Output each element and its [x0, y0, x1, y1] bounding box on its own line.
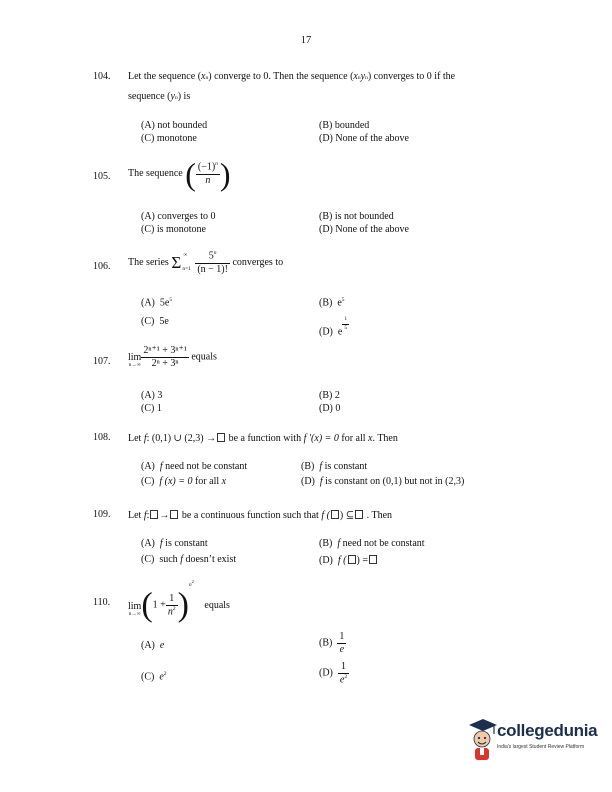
question-number: 104.	[93, 71, 111, 82]
question-number: 109.	[93, 509, 111, 520]
real-numbers-symbol	[217, 433, 225, 442]
option-d: (D) $\frac{1}{e^2}$	[319, 661, 348, 686]
option-a: (A) e	[141, 640, 165, 651]
question-stem: The series Σ ∞ n=1 $\frac{5^n}{(n - 1)!}$ converges to	[128, 250, 284, 275]
option-a: (A) f is constant	[141, 538, 208, 549]
option-c: (C) $e^2$	[141, 671, 167, 683]
option-a: (A) $5e^5$	[141, 297, 173, 309]
option-b: (B) $\frac{1}{e}$	[319, 631, 345, 655]
real-numbers-symbol	[331, 510, 339, 519]
option-a: (A) converges to 0	[141, 211, 216, 222]
option-b: (B) f is constant	[301, 461, 368, 472]
option-d: (D) f is constant on (0,1) but not in (2,3)	[301, 476, 465, 487]
option-d: (D) 0	[319, 403, 341, 414]
option-c: (C) f (x) = 0 for all x	[141, 476, 227, 487]
option-c: (C) such f doesn’t exist	[141, 554, 237, 565]
sequence-fraction: $\frac{(-1)^n}{n}$	[197, 161, 218, 186]
graduation-cap-mascot-icon	[466, 716, 498, 762]
brand-tagline: India's largest Student Review Platform	[497, 744, 585, 750]
option-c: (C) monotone	[141, 133, 197, 144]
option-c: (C) 5e	[141, 316, 169, 327]
option-a: (A) not bounded	[141, 120, 208, 131]
question-stem: lim n→∞ (1 + $\frac{1}{n^2}$ )$^{n^2}$ equals	[128, 579, 230, 624]
limit-operator: lim n→∞	[128, 600, 142, 617]
real-numbers-symbol	[369, 555, 377, 564]
real-numbers-symbol	[348, 555, 356, 564]
option-a: (A) f need not be constant	[141, 461, 248, 472]
question-number: 106.	[93, 261, 111, 272]
option-b: (B) is not bounded	[319, 211, 394, 222]
option-d: (D) f ( ) =	[319, 555, 378, 566]
limit-operator: lim n→∞	[128, 351, 142, 368]
real-numbers-symbol	[150, 510, 158, 519]
option-d: (D) e $\frac{1}{5}$	[319, 316, 348, 338]
option-b: (B) 2	[319, 390, 340, 401]
summation-symbol: Σ ∞ n=1	[171, 252, 191, 272]
option-b: (B) f need not be constant	[319, 538, 425, 549]
option-c: (C) is monotone	[141, 224, 206, 235]
question-stem: The sequence ( $\frac{(-1)^n}{n}$ )	[128, 156, 231, 192]
option-d: (D) None of the above	[319, 133, 409, 144]
question-stem: Let f: → be a continuous function such that f ( ) ⊆ . Then	[128, 510, 393, 521]
question-stem: Let f: (0,1) ∪ (2,3) → be a function with f ′(x) = 0 for all x. Then	[128, 433, 398, 444]
question-stem: lim n→∞ $\frac{\text{2ⁿ⁺¹ + 3ⁿ⁺¹}}{\text{2ⁿ + 3ⁿ}}$ equals	[128, 345, 217, 369]
question-number: 105.	[93, 171, 111, 182]
option-a: (A) 3	[141, 390, 163, 401]
question-number: 107.	[93, 356, 111, 367]
option-d: (D) None of the above	[319, 224, 409, 235]
page-number: 17	[300, 35, 312, 46]
option-b: (B) bounded	[319, 120, 370, 131]
question-stem: Let the sequence (xn) converge to 0. Then the sequence (xnyn) converges to 0 if the	[128, 71, 456, 82]
brand-name: collegedunia	[497, 721, 598, 740]
option-b: (B) $e^5$	[319, 297, 345, 309]
question-number: 108.	[93, 432, 111, 443]
option-c: (C) 1	[141, 403, 162, 414]
real-numbers-symbol	[355, 510, 363, 519]
question-stem-line2: sequence (yn) is	[128, 91, 191, 102]
question-number: 110.	[93, 597, 111, 608]
real-numbers-symbol	[170, 510, 178, 519]
